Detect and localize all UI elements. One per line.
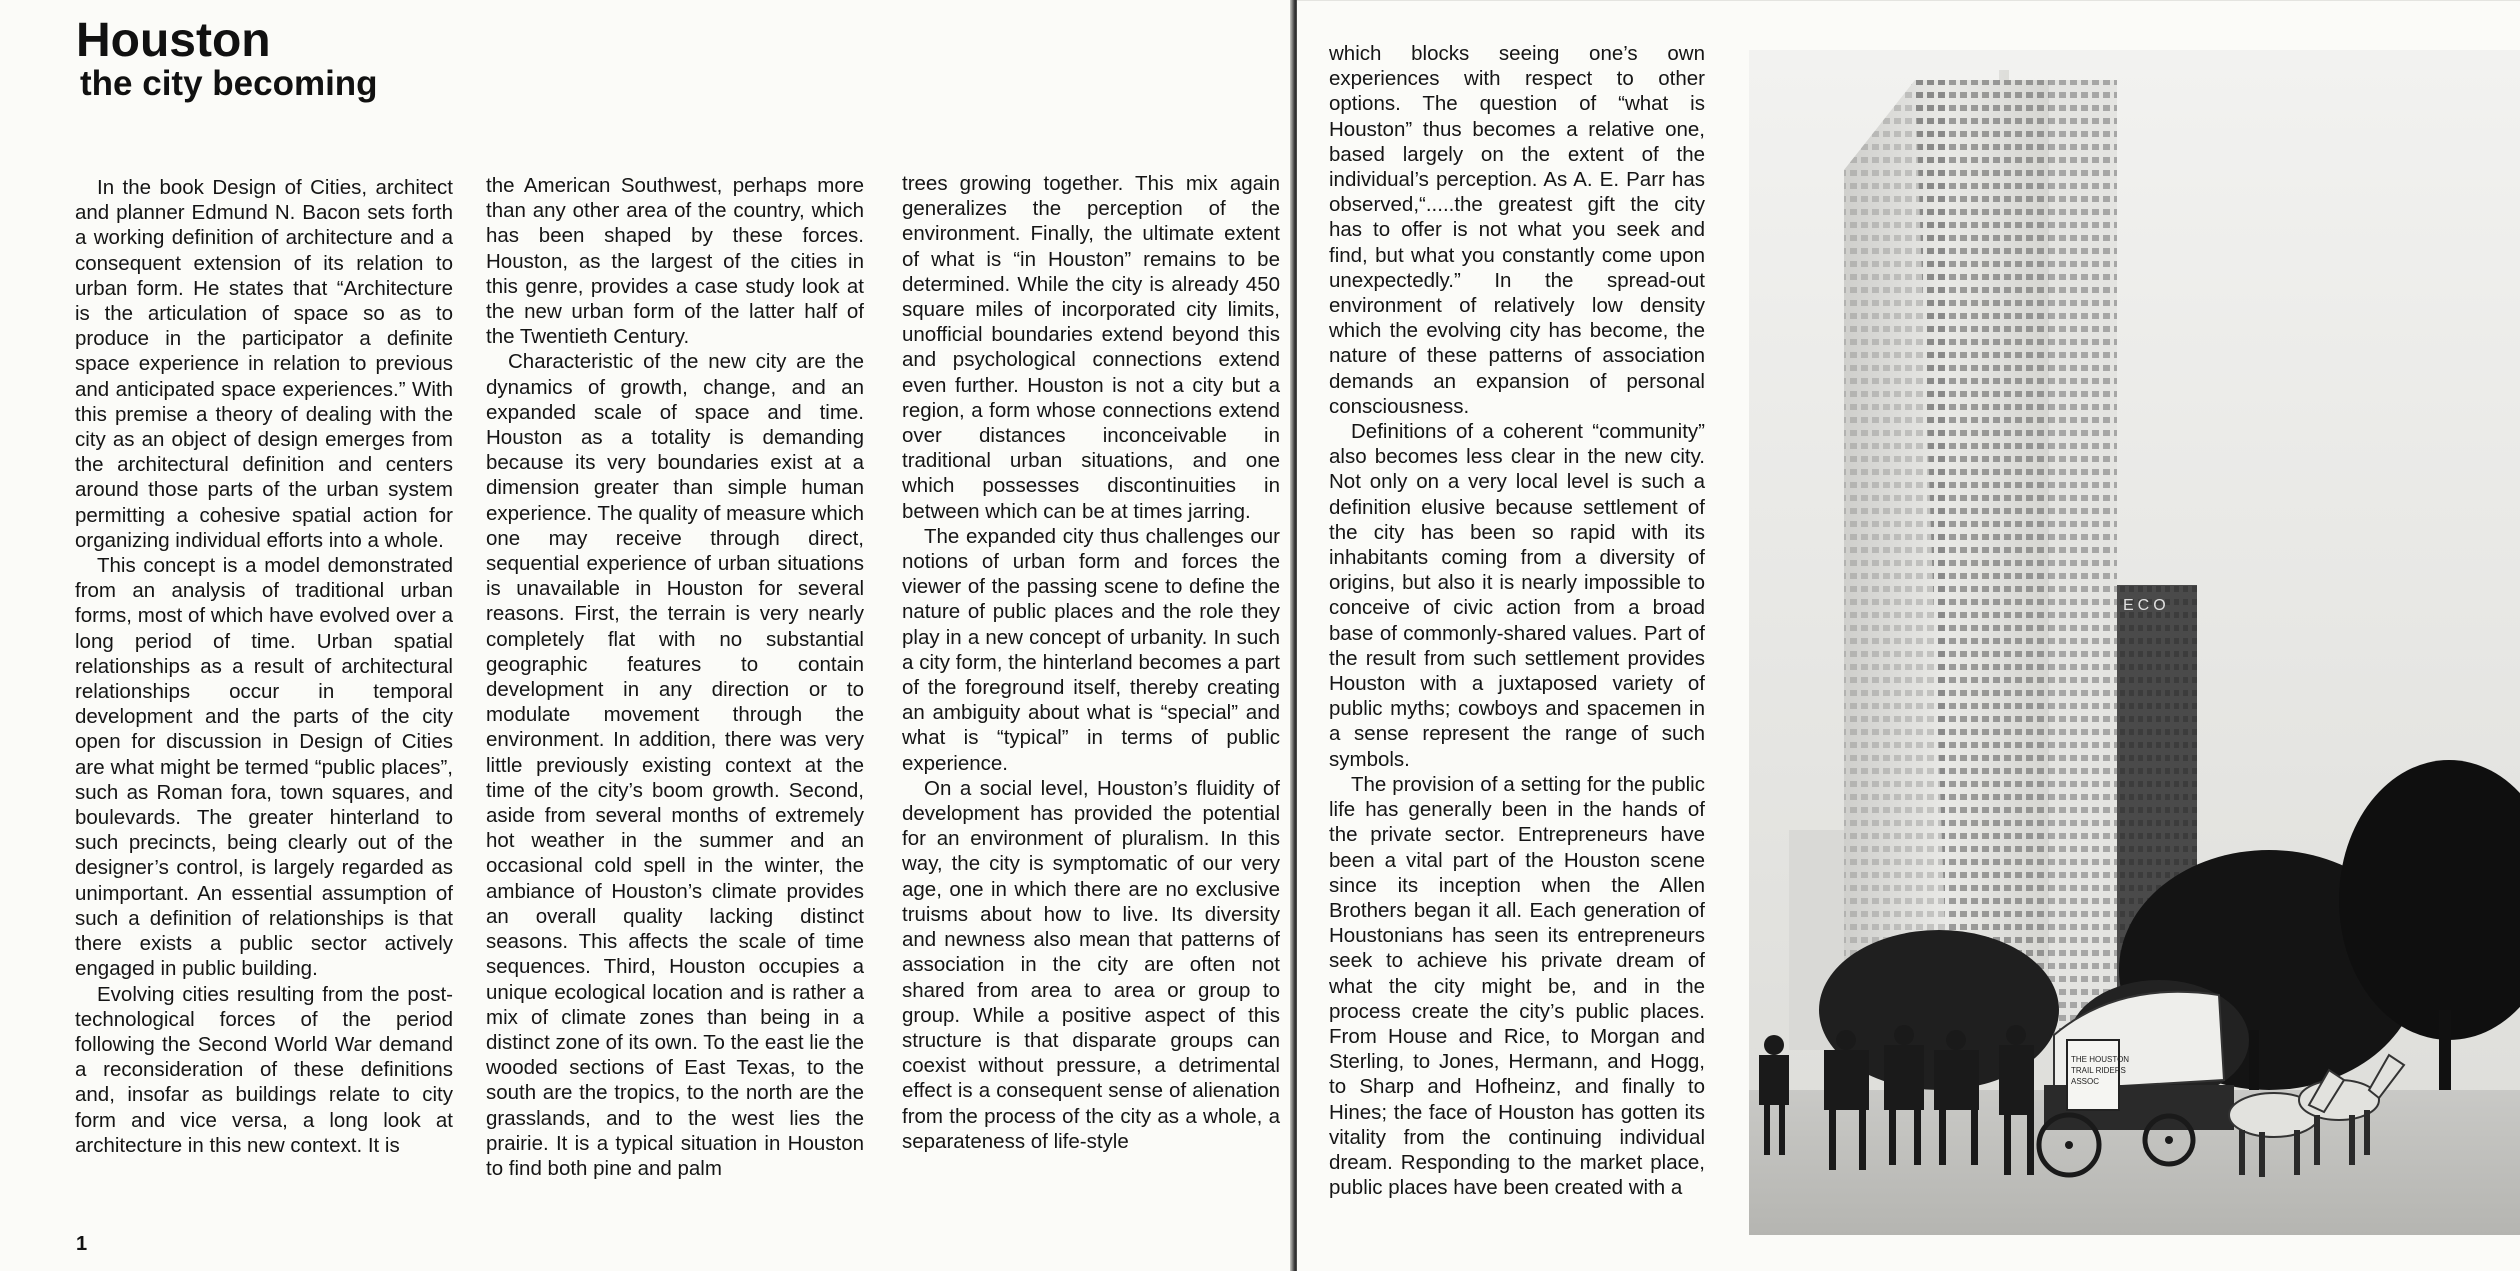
right-page	[1297, 0, 2520, 1271]
paragraph: Characteristic of the new city are the dynamics of growth, change, and an expanded scale of space and time. Houston as a totality is demanding because its very boundaries exist at a dimension greater than simple human experience. The quality of measure which one may receive through direct, sequential experience of urban situations is unavailable in Houston for several reasons. First, the terrain is very nearly completely flat with no substantial geographic features to contain development in any direction or to modulate movement through the environment. In addition, there was very little previously existing context at the time of the city’s boom growth. Second, aside from several months of extremely hot weather in the summer and an occasional cold spell in the winter, the ambiance of Houston’s climate provides an overall quality lacking distinct seasons. This affects the scale of time sequences. Third, Houston occupies a unique ecological location and is rather a mix of climate zones than being in a distinct zone of its own. To the east lie the wooded sections of East Texas, to the south are the tropics, to the north are the grasslands, and to the west lies the prairie. It is a typical situation in Houston to find both pine and palm	[486, 350, 864, 1180]
paragraph: This concept is a model demonstrated from an analysis of traditional urban forms, most of which have evolved over a long period of time. Urban spatial relationships as a result of architectural relationships occur in temporal development and the parts of the city open for discussion in Design of Cities are what might be termed “public places”, such as Roman fora, town squares, and boulevards. The greater hinterland to such precincts, being clearly out of the designer’s control, is largely regarded as unimportant. An essential assumption of such a definition of relationships is that there exists a public sector actively engaged in public building.	[75, 554, 453, 981]
wagon-sign: THE HOUSTON TRAIL RIDERS ASSOC	[2071, 1055, 2130, 1086]
building-sign: ECO	[2123, 597, 2170, 614]
article-subtitle: the city becoming	[80, 64, 378, 103]
page-number: 1	[76, 1233, 88, 1255]
article-title: Houston	[76, 14, 271, 67]
paragraph: Evolving cities resulting from the post-technological forces of the period following the Second World War demand a reconsideration of these definitions and, insofar as buildings relate to city form and vice versa, a long look at architecture in this new context. It is	[75, 982, 453, 1157]
paragraph: which blocks seeing one’s own experiences with respect to other options. The question of “what is Houston” thus becomes a relative one, based largely on the extent of the individual’s perception. As A. E. Parr has observed,“.....the greatest gift the city has to offer is not what you seek and find, but what you constantly come upon unexpectedly.” In the spread-out environment of relatively low density which the evolving city has become, the nature of these patterns of association demands an expansion of personal consciousness.	[1329, 42, 1705, 418]
text-column-3	[902, 171, 1280, 1154]
text-column-4	[1329, 41, 1705, 1200]
paragraph: trees growing together. This mix again generalizes the perception of the environment. Finally, the ultimate extent of what is “in Houston” remains to be determined. While the city is already 450 square miles of incorporated city limits, unofficial boundaries extend beyond this and psychological connections extend even further. Houston is not a city but a region, a form whose connections extend over distances inconceivable in traditional urban situations, and one which possesses discontinuities in between which can be at times jarring.	[902, 172, 1280, 523]
houston-skyscraper-photo	[1749, 50, 2520, 1235]
text-column-1	[75, 175, 453, 1158]
paragraph: On a social level, Houston’s fluidity of development has provided the potential for an environment of pluralism. In this way, the city is symptomatic of our very age, one in which there are no exclusive truisms about how to live. Its diversity and newness also mean that patterns of association in the city are often not shared from area to area or group to group. While a positive aspect of this structure is that disparate groups can coexist without pressure, a detrimental effect is a consequent sense of alienation from the process of the city as a whole, a separateness of life-style	[902, 776, 1280, 1153]
page-edge-divider	[1297, 0, 2520, 1]
paragraph: Definitions of a coherent “community” also becomes less clear in the new city. Not only on a very local level is such a definition elusive because settlement of the city has been so rapid with its inhabitants coming from a diversity of origins, but also it is nearly impossible to conceive of civic action from a broad base of commonly-shared values. Part of the result from such settlement provides Houston with a juxtaposed variety of public myths; cowboys and spacemen in a sense represent the range of such symbols.	[1329, 420, 1705, 771]
paragraph: the American Southwest, perhaps more than any other area of the country, which has been shaped by these forces. Houston, as the largest of the cities in this genre, provides a case study look at the new urban form of the latter half of the Twentieth Century.	[486, 174, 864, 349]
paragraph: In the book Design of Cities, architect and planner Edmund N. Bacon sets forth a working definition of architecture and a consequent extension of its relation to urban form. He states that “Architecture is the articulation of space so as to produce in the participator a definite space experience in relation to previous and anticipated space experiences.” With this premise a theory of dealing with the city as an object of design emerges from the architectural definition and centers around those parts of the urban system permitting a cohesive spatial action for organizing individual efforts into a whole.	[75, 176, 453, 552]
text-column-2	[486, 173, 864, 1181]
paragraph: The provision of a setting for the public life has generally been in the hands of the private sector. Entrepreneurs have been a vital part of the Houston scene since its inception when the Allen Brothers began it all. Each generation of Houstonians has seen its entrepreneurs seek to achieve his private dream of what the city might be, and in the process create the city’s public places. From House and Rice, to Morgan and Sterling, to Jones, Hermann, and Hogg, to Sharp and Hofheinz, and finally to Hines; the face of Houston has gotten its vitality from the continuing individual dream. Responding to the market place, public places have been created with a	[1329, 772, 1705, 1200]
paragraph: The expanded city thus challenges our notions of urban form and forces the viewer of the passing scene to define the nature of public places and the role they play in a new concept of urbanity. In such a city form, the hinterland becomes a part of the foreground itself, thereby creating an ambiguity about what is “special” and what is “typical” in terms of public experience.	[902, 524, 1280, 775]
